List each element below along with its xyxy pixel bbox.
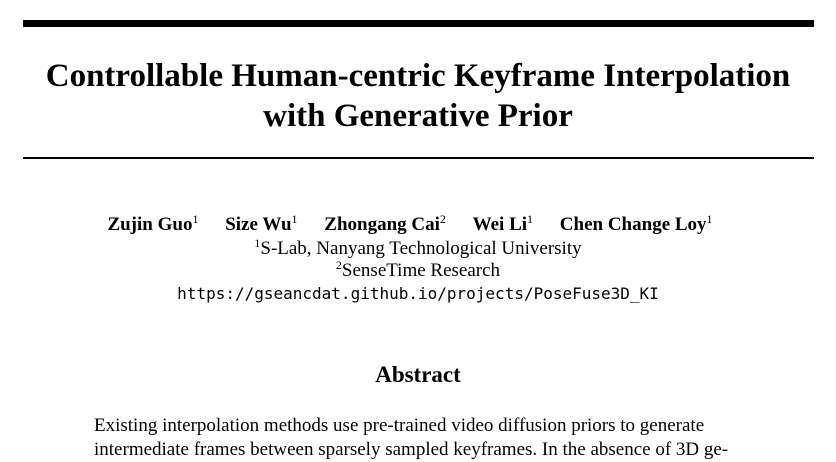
- affiliation-1: $^1$S-Lab, Nanyang Technological University: [254, 236, 582, 259]
- author-affiliation-mark: 1: [192, 212, 199, 226]
- author: Zhongang Cai$^2$: [324, 212, 446, 235]
- project-url[interactable]: https://gseancdat.github.io/projects/PoseFuse3D_KI: [177, 284, 659, 303]
- affiliation-2: $^2$SenseTime Research: [335, 258, 501, 281]
- author-list: [0, 213, 820, 237]
- abstract-line: intermediate frames between sparsely sampled keyframes. In the absence of 3D ge-: [94, 439, 729, 460]
- abstract-line: Existing interpolation methods use pre-trained video diffusion priors to generate: [94, 415, 705, 436]
- title-line-2: with Generative Prior: [263, 98, 573, 134]
- author-affiliation-mark: 1: [706, 212, 713, 226]
- title-line-1: Controllable Human-centric Keyframe Interpolation: [45, 58, 791, 94]
- author-affiliation-mark: 2: [439, 212, 446, 226]
- top-rule: [23, 20, 814, 27]
- author: Wei Li$^1$: [472, 212, 534, 235]
- author-affiliation-mark: 1: [527, 212, 534, 226]
- author-affiliation-mark: 1: [291, 212, 298, 226]
- author: Chen Change Loy$^1$: [559, 212, 713, 235]
- author: Size Wu$^1$: [225, 212, 298, 235]
- title-bottom-rule: [23, 157, 814, 159]
- author: Zujin Guo$^1$: [107, 212, 199, 235]
- abstract-heading: Abstract: [375, 362, 461, 387]
- paper-title: [0, 56, 836, 136]
- abstract-body: [94, 414, 754, 462]
